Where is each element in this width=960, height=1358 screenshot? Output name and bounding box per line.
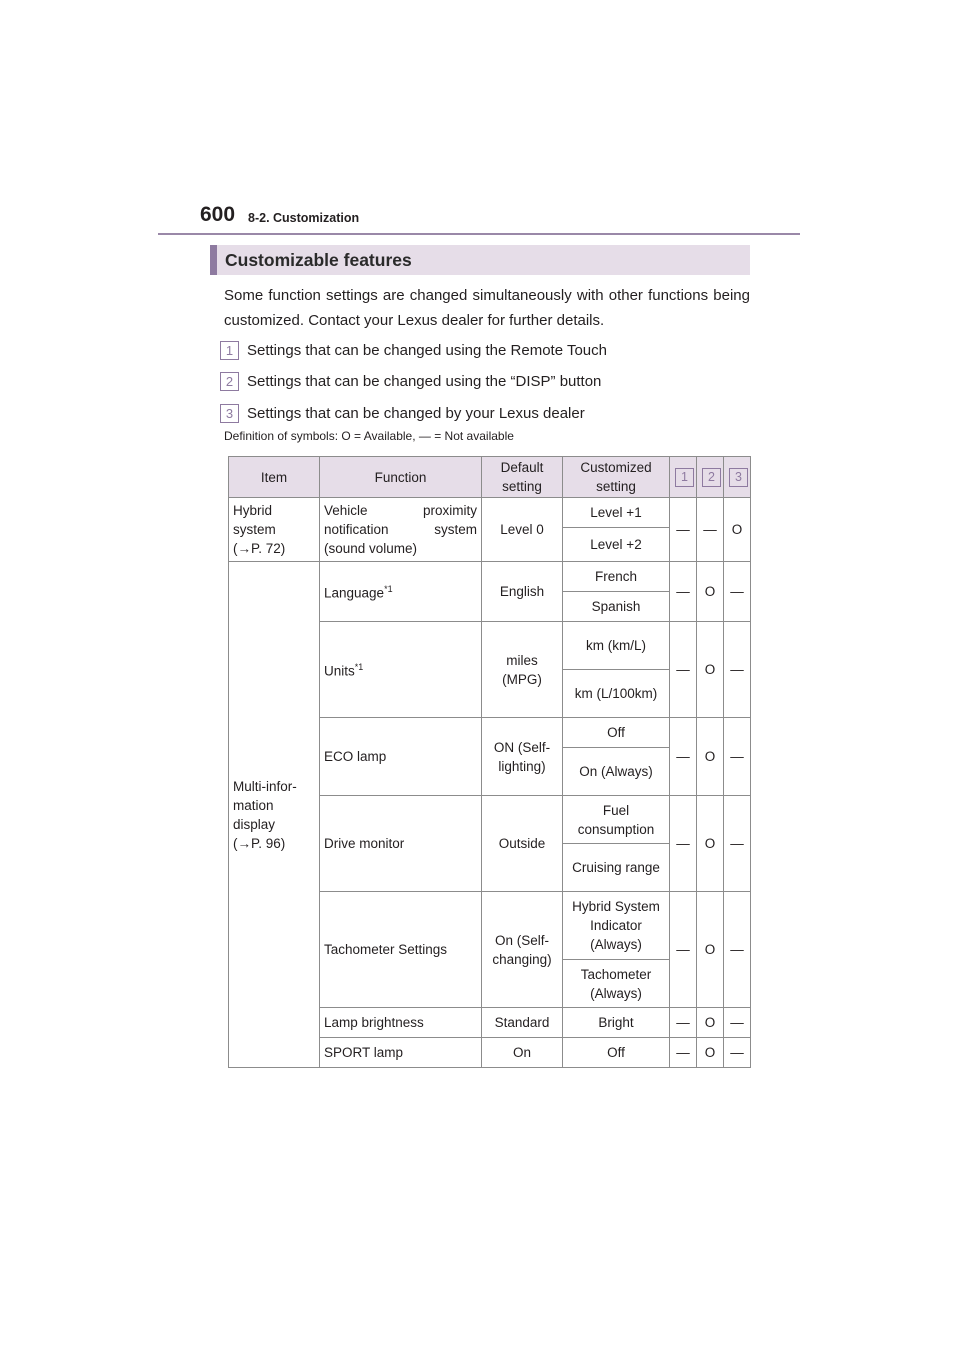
legend-item — [220, 372, 601, 394]
avail-cell: — — [697, 498, 724, 562]
option-cell: French — [563, 562, 670, 592]
default-cell: ON (Self-lighting) — [482, 718, 563, 796]
option-cell: Spanish — [563, 592, 670, 622]
option-cell: Fuel consumption — [563, 796, 670, 844]
option-cell: Tachometer (Always) — [563, 960, 670, 1008]
table-header-row — [229, 457, 751, 498]
col-header-function: Function — [320, 457, 482, 498]
option-cell: km (L/100km) — [563, 670, 670, 718]
avail-cell: O — [697, 892, 724, 1008]
col-header-customized: Customized setting — [563, 457, 670, 498]
function-cell: SPORT lamp — [320, 1038, 482, 1068]
function-cell: Drive monitor — [320, 796, 482, 892]
legend-text: Settings that can be changed using the “DISP” button — [247, 373, 602, 390]
title-band — [210, 245, 750, 275]
avail-cell: — — [724, 562, 751, 622]
avail-cell: — — [670, 498, 697, 562]
avail-cell: O — [697, 796, 724, 892]
page-title: Customizable features — [225, 250, 412, 270]
function-cell: Vehicle proximity notification system (sound volume) — [320, 498, 482, 562]
header-rule — [158, 233, 800, 235]
intro-paragraph: Some function settings are changed simultaneously with other functions being customized. Contact your Lexus dealer for further details. — [224, 287, 750, 329]
avail-cell: O — [697, 718, 724, 796]
option-cell: Hybrid System Indicator (Always) — [563, 892, 670, 960]
avail-cell: O — [697, 622, 724, 718]
legend-item — [220, 404, 585, 426]
page-number: 600 — [200, 203, 236, 226]
item-cell: Multi-infor- mation display (→P. 96) — [229, 562, 320, 1068]
symbol-definitions: Definition of symbols: O = Available, — = Not available — [224, 429, 514, 443]
col-header-item: Item — [229, 457, 320, 498]
option-cell: Cruising range — [563, 844, 670, 892]
avail-cell: — — [670, 718, 697, 796]
function-cell: Tachometer Settings — [320, 892, 482, 1008]
table-row — [229, 498, 751, 528]
legend-text: Settings that can be changed using the Remote Touch — [247, 342, 607, 359]
default-cell: Level 0 — [482, 498, 563, 562]
option-cell: Bright — [563, 1008, 670, 1038]
default-cell: On — [482, 1038, 563, 1068]
avail-cell: — — [670, 622, 697, 718]
avail-cell: — — [724, 622, 751, 718]
function-cell: Units$^{*1}$ — [320, 622, 482, 718]
option-cell: On (Always) — [563, 748, 670, 796]
option-cell: Off — [563, 1038, 670, 1068]
features-table — [228, 456, 751, 1068]
avail-cell: — — [670, 562, 697, 622]
default-cell: Outside — [482, 796, 563, 892]
legend-number: 1 — [220, 341, 239, 360]
function-cell: Language$^{*1}$ — [320, 562, 482, 622]
avail-cell: O — [697, 562, 724, 622]
section-title: 8-2. Customization — [248, 211, 360, 225]
col-header-2: 2 — [697, 457, 724, 498]
col-header-3: 3 — [724, 457, 751, 498]
option-cell: Level +2 — [563, 528, 670, 562]
avail-cell: O — [697, 1038, 724, 1068]
avail-cell: O — [724, 498, 751, 562]
default-cell: miles (MPG) — [482, 622, 563, 718]
avail-cell: — — [724, 1008, 751, 1038]
default-cell: On (Self-changing) — [482, 892, 563, 1008]
avail-cell: — — [670, 1038, 697, 1068]
item-cell: Hybrid system (→P. 72) — [229, 498, 320, 562]
col-header-default: Default setting — [482, 457, 563, 498]
legend-item — [220, 341, 607, 363]
option-cell: Level +1 — [563, 498, 670, 528]
avail-cell: — — [724, 1038, 751, 1068]
default-cell: Standard — [482, 1008, 563, 1038]
table-row — [229, 562, 751, 592]
avail-cell: — — [724, 892, 751, 1008]
default-cell: English — [482, 562, 563, 622]
function-cell: Lamp brightness — [320, 1008, 482, 1038]
legend-text: Settings that can be changed by your Lexus dealer — [247, 405, 585, 422]
avail-cell: — — [724, 718, 751, 796]
option-cell: Off — [563, 718, 670, 748]
col-header-1: 1 — [670, 457, 697, 498]
avail-cell: O — [697, 1008, 724, 1038]
legend-number: 3 — [220, 404, 239, 423]
legend-number: 2 — [220, 372, 239, 391]
avail-cell: — — [670, 796, 697, 892]
option-cell: km (km/L) — [563, 622, 670, 670]
avail-cell: — — [670, 892, 697, 1008]
avail-cell: — — [670, 1008, 697, 1038]
function-cell: ECO lamp — [320, 718, 482, 796]
avail-cell: — — [724, 796, 751, 892]
